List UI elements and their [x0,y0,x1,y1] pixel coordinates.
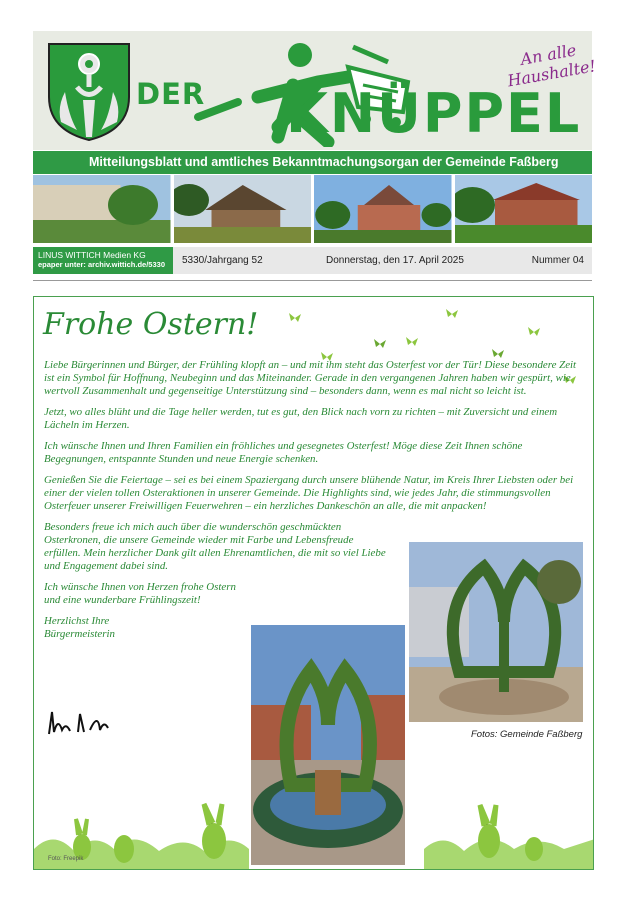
signature [44,702,144,742]
publisher-name: LINUS WITTICH Medien KG [38,250,146,260]
photo-caption: Fotos: Gemeinde Faßberg [471,729,583,740]
divider [33,280,592,281]
easter-crown-photo-right [409,542,583,722]
grass-bunny-border [34,789,594,869]
butterfly-icon [492,349,504,359]
issue-number: Nummer 04 [531,255,584,266]
paragraph: Ich wünsche Ihnen und Ihren Familien ein fröhliches und gesegnetes Osterfest! Möge diese Zeit Ihnen schöne Begegnungen, entspannte Stunden und neue Energie schenken. [44,440,523,465]
easter-greeting-card [33,296,594,870]
butterfly-icon [406,337,418,347]
butterfly-icon [289,313,301,323]
image-credit: Foto: Freepik [48,856,84,862]
town-photo-4 [455,175,593,243]
subtitle-bar: Mitteilungsblatt und amtliches Bekanntmachungsorgan der Gemeinde Faßberg [33,151,592,174]
town-photo-1 [33,175,171,243]
publisher-box [33,247,173,274]
coat-of-arms-icon [47,42,131,142]
issue-volume: 5330/Jahrgang 52 [182,255,263,266]
butterfly-icon [528,327,540,337]
butterfly-icon [374,339,386,349]
newspaper-name: KNÜPPEL [286,82,582,145]
issue-info-bar [33,247,592,274]
paragraph: Besonders freue ich mich auch über die wunderschön geschmückten Osterkronen, die unsere Gemeinde wieder mit Farbe und Lebensfreude erfüllen. Mein herzlicher Dank gilt allen Ehrenamtlichen, die mit so viel Liebe und Engagement dabei sind. [44,521,386,572]
paragraph: Genießen Sie die Feiertage – sei es bei einem Spaziergang durch unsere blühende Natur, im Kreis Ihrer Liebsten oder bei einer der vielen tollen Osteraktionen in unserer Gemeinde. Die Highlights sind, wie jedes Jahr, die stimmungsvollen Osterfeuer unserer Freiwilligen Feuerwehren – ein herzliches Dankeschön an alle, die mit anpacken! [44,474,574,512]
masthead [33,31,598,150]
town-photo-3 [314,175,452,243]
tagline: An alle Haushalte! [506,40,598,91]
logo-der: DER [136,77,206,111]
epaper-link[interactable]: epaper unter: archiv.wittich.de/5330 [38,260,165,269]
paragraph: Jetzt, wo alles blüht und die Tage heller werden, tut es gut, den Blick nach vorn zu richten – mit Zuversicht und einem Lächeln im Herzen. [44,406,558,431]
paragraph: Ich wünsche Ihnen von Herzen frohe Ostern und eine wunderbare Frühlingszeit! [44,581,236,606]
headline: Frohe Ostern! [43,307,259,342]
paragraph: Liebe Bürgerinnen und Bürger, der Frühling klopft an – und mit ihm steht das Osterfest vor der Tür! Diese besondere Zeit ist ein Symbol für Hoffnung, Neubeginn und das Miteinander. Gerade in den vergangenen Jahren haben wir gespürt, wie wertvoll Zusammenhalt und gegenseitige Unterstützung sind – besonders dann, wenn es mal nicht so leicht ist. [44,359,577,397]
closing: Herzlichst Ihre Bürgermeisterin [44,615,115,640]
town-photo-2 [174,175,312,243]
photo-strip [33,175,592,243]
issue-date: Donnerstag, den 17. April 2025 [326,255,464,266]
butterfly-icon [446,309,458,319]
